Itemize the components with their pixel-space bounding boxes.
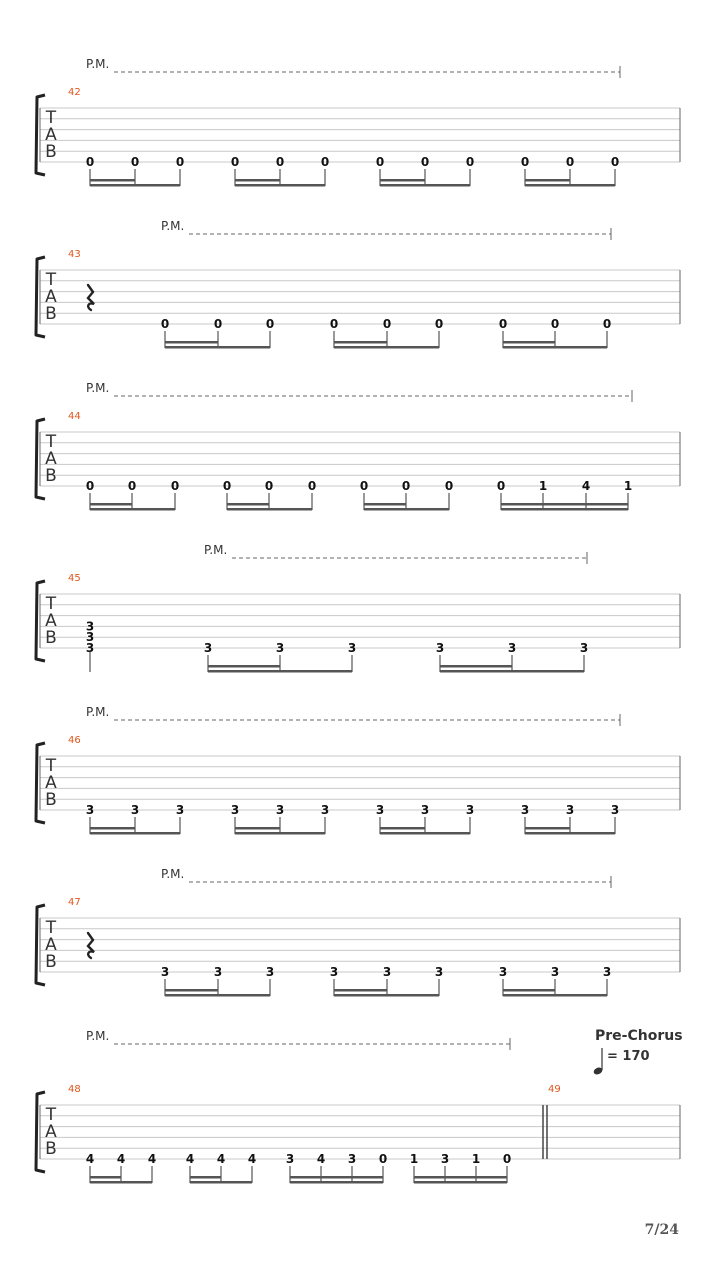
measure-number: 44 bbox=[68, 411, 81, 422]
fret-number: 3 bbox=[375, 803, 385, 817]
fret-number: 3 bbox=[329, 965, 339, 979]
fret-number: 0 bbox=[230, 155, 240, 169]
beam bbox=[190, 1181, 252, 1184]
fret-number: 0 bbox=[496, 479, 506, 493]
beam-secondary bbox=[364, 503, 406, 506]
fret-number: 3 bbox=[435, 641, 445, 655]
beam-secondary bbox=[90, 827, 135, 830]
tab-clef-letter: A bbox=[45, 935, 57, 955]
beam bbox=[227, 508, 312, 511]
fret-number: 0 bbox=[265, 317, 275, 331]
beam-secondary bbox=[227, 503, 269, 506]
beam bbox=[414, 1181, 507, 1184]
beam bbox=[208, 670, 352, 673]
fret-number: 0 bbox=[444, 479, 454, 493]
fret-number: 1 bbox=[471, 1152, 481, 1166]
tab-clef-letter: B bbox=[45, 628, 57, 648]
fret-number: 3 bbox=[602, 965, 612, 979]
measure-number: 49 bbox=[548, 1084, 561, 1095]
note-group bbox=[86, 155, 184, 187]
beam-secondary bbox=[440, 665, 512, 668]
tab-clef-letter: A bbox=[45, 125, 57, 145]
note-group bbox=[499, 317, 611, 349]
fret-number: 3 bbox=[550, 965, 560, 979]
fret-number: 3 bbox=[275, 641, 285, 655]
beam bbox=[380, 832, 470, 835]
palm-mute-label: P.M. bbox=[204, 543, 228, 557]
note-group bbox=[86, 1152, 156, 1184]
beam bbox=[90, 508, 175, 511]
fret-number: 3 bbox=[130, 803, 140, 817]
tab-clef-letter: A bbox=[45, 773, 57, 793]
beam-secondary bbox=[501, 503, 628, 506]
beam bbox=[501, 508, 628, 511]
fret-number: 0 bbox=[329, 317, 339, 331]
measure-number: 48 bbox=[68, 1084, 81, 1095]
note-group bbox=[360, 479, 453, 511]
fret-number: 3 bbox=[465, 803, 475, 817]
note-group bbox=[330, 317, 443, 349]
fret-number: 3 bbox=[85, 803, 95, 817]
beam bbox=[380, 184, 470, 187]
note-group bbox=[86, 479, 179, 511]
fret-number: 0 bbox=[307, 479, 317, 493]
beam-secondary bbox=[90, 179, 135, 182]
fret-number: 0 bbox=[222, 479, 232, 493]
tab-system-43 bbox=[36, 219, 680, 349]
fret-number: 0 bbox=[420, 155, 430, 169]
fret-number: 3 bbox=[434, 965, 444, 979]
tab-clef-letter: A bbox=[45, 611, 57, 631]
fret-number: 3 bbox=[420, 803, 430, 817]
fret-number: 0 bbox=[465, 155, 475, 169]
measure-number: 43 bbox=[68, 249, 81, 260]
beam bbox=[290, 1181, 383, 1184]
tempo-marking: = 170 bbox=[607, 1049, 650, 1064]
palm-mute-label: P.M. bbox=[86, 1029, 110, 1043]
beam bbox=[334, 994, 439, 997]
tab-clef-letter: B bbox=[45, 142, 57, 162]
tab-clef-letter: T bbox=[45, 756, 57, 776]
note-group bbox=[376, 803, 474, 835]
page-number: 7/24 bbox=[644, 1222, 679, 1238]
beam-secondary bbox=[380, 827, 425, 830]
beam-secondary bbox=[503, 989, 555, 992]
fret-number: 3 bbox=[498, 965, 508, 979]
fret-number: 0 bbox=[175, 155, 185, 169]
fret-number: 4 bbox=[85, 1152, 95, 1166]
fret-number: 0 bbox=[127, 479, 137, 493]
palm-mute-label: P.M. bbox=[86, 705, 110, 719]
note-group bbox=[186, 1152, 256, 1184]
fret-number: 3 bbox=[320, 803, 330, 817]
fret-number: 3 bbox=[160, 965, 170, 979]
beam bbox=[90, 832, 180, 835]
beam-secondary bbox=[290, 1176, 383, 1179]
fret-number: 0 bbox=[378, 1152, 388, 1166]
tab-clef-letter: T bbox=[45, 108, 57, 128]
tab-clef-letter: T bbox=[45, 270, 57, 290]
beam-secondary bbox=[90, 1176, 121, 1179]
fret-number: 4 bbox=[185, 1152, 195, 1166]
tab-clef-letter: B bbox=[45, 1139, 57, 1159]
beam bbox=[165, 346, 270, 349]
beam-secondary bbox=[334, 341, 387, 344]
fret-number: 3 bbox=[230, 803, 240, 817]
fret-number: 3 bbox=[440, 1152, 450, 1166]
beam-secondary bbox=[503, 341, 555, 344]
beam bbox=[525, 184, 615, 187]
fret-number: 3 bbox=[175, 803, 185, 817]
fret-number: 3 bbox=[85, 619, 95, 634]
note-group bbox=[499, 965, 611, 997]
fret-number: 3 bbox=[275, 803, 285, 817]
beam-secondary bbox=[334, 989, 387, 992]
beam bbox=[235, 184, 325, 187]
tab-clef-letter: B bbox=[45, 466, 57, 486]
fret-number: 0 bbox=[602, 317, 612, 331]
note-group bbox=[497, 479, 632, 511]
beam-secondary bbox=[380, 179, 425, 182]
fret-number: 4 bbox=[216, 1152, 226, 1166]
fret-number: 0 bbox=[320, 155, 330, 169]
beam-secondary bbox=[165, 989, 218, 992]
beam bbox=[503, 994, 607, 997]
fret-number: 3 bbox=[610, 803, 620, 817]
fret-number: 3 bbox=[85, 630, 95, 645]
beam bbox=[90, 184, 180, 187]
fret-number: 4 bbox=[147, 1152, 157, 1166]
fret-number: 0 bbox=[275, 155, 285, 169]
beam bbox=[525, 832, 615, 835]
fret-number: 0 bbox=[264, 479, 274, 493]
quarter-rest bbox=[88, 933, 94, 958]
fret-number: 0 bbox=[85, 155, 95, 169]
note-group bbox=[436, 641, 588, 673]
fret-number: 3 bbox=[85, 641, 95, 655]
note-group bbox=[161, 317, 274, 349]
fret-number: 0 bbox=[160, 317, 170, 331]
note-group bbox=[376, 155, 474, 187]
tab-clef-letter: B bbox=[45, 304, 57, 324]
palm-mute-label: P.M. bbox=[161, 219, 185, 233]
note-group bbox=[223, 479, 316, 511]
beam bbox=[90, 1181, 152, 1184]
tab-system-45 bbox=[36, 543, 680, 673]
note-group bbox=[231, 803, 329, 835]
note-group bbox=[330, 965, 443, 997]
beam bbox=[364, 508, 449, 511]
beam-secondary bbox=[414, 1176, 507, 1179]
fret-number: 0 bbox=[170, 479, 180, 493]
tab-clef-letter: A bbox=[45, 287, 57, 307]
fret-number: 3 bbox=[579, 641, 589, 655]
fret-number: 4 bbox=[316, 1152, 326, 1166]
note-group bbox=[231, 155, 329, 187]
beam bbox=[503, 346, 607, 349]
beam-secondary bbox=[235, 179, 280, 182]
fret-number: 3 bbox=[520, 803, 530, 817]
fret-number: 0 bbox=[130, 155, 140, 169]
beam-secondary bbox=[190, 1176, 221, 1179]
fret-number: 3 bbox=[347, 641, 357, 655]
measure-number: 42 bbox=[68, 87, 81, 98]
note-group bbox=[410, 1152, 511, 1184]
fret-number: 0 bbox=[520, 155, 530, 169]
tab-clef-letter: A bbox=[45, 1122, 57, 1142]
palm-mute-label: P.M. bbox=[86, 381, 110, 395]
fret-number: 0 bbox=[85, 479, 95, 493]
fret-number: 3 bbox=[347, 1152, 357, 1166]
fret-number: 4 bbox=[247, 1152, 257, 1166]
measure-number: 46 bbox=[68, 735, 81, 746]
section-label: Pre-Chorus bbox=[595, 1028, 683, 1044]
beam bbox=[334, 346, 439, 349]
tab-clef-letter: T bbox=[45, 1105, 57, 1125]
note-group bbox=[161, 965, 274, 997]
tab-clef-letter: T bbox=[45, 432, 57, 452]
tab-clef-letter: B bbox=[45, 952, 57, 972]
fret-number: 4 bbox=[581, 479, 591, 493]
fret-number: 0 bbox=[502, 1152, 512, 1166]
fret-number: 0 bbox=[375, 155, 385, 169]
quarter-rest bbox=[88, 285, 94, 310]
fret-number: 3 bbox=[507, 641, 517, 655]
beam-secondary bbox=[165, 341, 218, 344]
beam-secondary bbox=[90, 503, 132, 506]
beam-secondary bbox=[208, 665, 280, 668]
fret-number: 1 bbox=[409, 1152, 419, 1166]
fret-number: 3 bbox=[213, 965, 223, 979]
tab-system-47 bbox=[36, 867, 680, 997]
fret-number: 0 bbox=[498, 317, 508, 331]
tab-clef-letter: T bbox=[45, 918, 57, 938]
tab-clef-letter: A bbox=[45, 449, 57, 469]
fret-number: 0 bbox=[401, 479, 411, 493]
fret-number: 3 bbox=[285, 1152, 295, 1166]
fret-number: 1 bbox=[623, 479, 633, 493]
fret-number: 4 bbox=[116, 1152, 126, 1166]
note-group bbox=[86, 803, 184, 835]
beam-secondary bbox=[525, 827, 570, 830]
fret-number: 3 bbox=[265, 965, 275, 979]
fret-number: 0 bbox=[213, 317, 223, 331]
tab-system-44 bbox=[36, 381, 680, 511]
measure-number: 47 bbox=[68, 897, 81, 908]
tab-system-42 bbox=[36, 57, 680, 187]
fret-number: 0 bbox=[565, 155, 575, 169]
tab-clef-letter: B bbox=[45, 790, 57, 810]
tab-clef-letter: T bbox=[45, 594, 57, 614]
fret-number: 3 bbox=[382, 965, 392, 979]
palm-mute-label: P.M. bbox=[161, 867, 185, 881]
note-group bbox=[286, 1152, 387, 1184]
fret-number: 1 bbox=[538, 479, 548, 493]
fret-number: 3 bbox=[565, 803, 575, 817]
beam-secondary bbox=[235, 827, 280, 830]
note-group bbox=[521, 155, 619, 187]
fret-number: 3 bbox=[203, 641, 213, 655]
tab-system-48 bbox=[36, 1028, 683, 1184]
fret-number: 0 bbox=[610, 155, 620, 169]
beam bbox=[165, 994, 270, 997]
beam bbox=[235, 832, 325, 835]
fret-number: 0 bbox=[550, 317, 560, 331]
palm-mute-label: P.M. bbox=[86, 57, 110, 71]
fret-number: 0 bbox=[359, 479, 369, 493]
fret-number: 0 bbox=[382, 317, 392, 331]
note-group bbox=[521, 803, 619, 835]
measure-number: 45 bbox=[68, 573, 81, 584]
tab-system-46 bbox=[36, 705, 680, 835]
beam-secondary bbox=[525, 179, 570, 182]
fret-number: 0 bbox=[434, 317, 444, 331]
note-group bbox=[204, 641, 356, 673]
beam bbox=[440, 670, 584, 673]
